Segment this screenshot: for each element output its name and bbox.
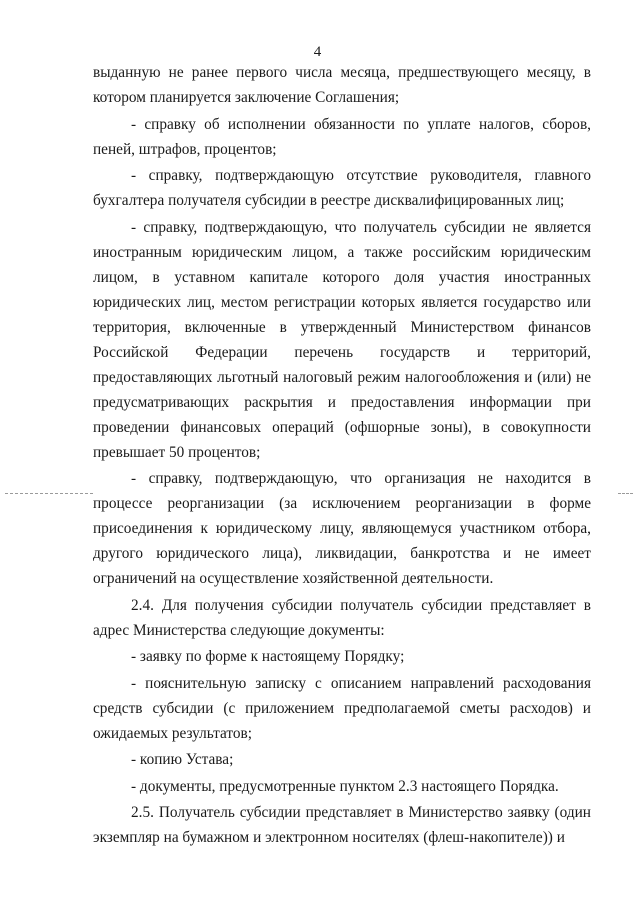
paragraph: - справку, подтверждающую отсутствие руководителя, главного бухгалтера получателя субсидии в реестре дисквалифицированных лиц;	[93, 167, 591, 209]
paragraph: - справку, подтверждающую, что получатель субсидии не является иностранным юридическим лицом, а также российским юридическим лицом, в уставном капитале которого доля участия иностранных юридических лиц, местом регистрации которых является государство или территория, включенные в утвержденный Министерством финансов Российской Федерации перечень государств и территорий, предоставляющих льготный налоговый режим налогообложения и (или) не предусматривающих раскрытия и предоставления информации при проведении финансовых операций (офшорные зоны), в совокупности превышает 50 процентов;	[93, 218, 591, 461]
paragraph: - пояснительную записку с описанием направлений расходования средств субсидии (с приложением предполагаемой сметы расходов) и ожидаемых результатов;	[93, 674, 591, 742]
paragraph: 2.5. Получатель субсидии представляет в Министерство заявку (один экземпляр на бумажном и электронном носителях (флеш-накопителе)) и	[93, 804, 591, 846]
scan-artifact-left	[5, 493, 93, 494]
scan-artifact-right	[618, 493, 633, 494]
paragraph: - документы, предусмотренные пунктом 2.3 настоящего Порядка.	[131, 777, 559, 795]
paragraph: - справку об исполнении обязанности по уплате налогов, сборов, пеней, штрафов, процентов;	[93, 115, 591, 158]
paragraph: 2.4. Для получения субсидии получатель субсидии представляет в адрес Министерства следующие документы:	[93, 596, 591, 639]
document-body	[93, 60, 591, 850]
paragraph: - копию Устава;	[131, 751, 234, 768]
paragraph: - справку, подтверждающую, что организация не находится в процессе реорганизации (за исключением реорганизации в форме присоединения к юридическому лицу, являющемуся участником отбора, другого юридического лица), ликвидации, банкротства и не имеет ограничений на осуществление хозяйственной деятельности.	[93, 470, 591, 587]
page-number: 4	[313, 44, 322, 60]
paragraph: выданную не ранее первого числа месяца, предшествующего месяцу, в котором планируется заключение Соглашения;	[93, 64, 591, 106]
paragraph: - заявку по форме к настоящему Порядку;	[131, 648, 405, 665]
